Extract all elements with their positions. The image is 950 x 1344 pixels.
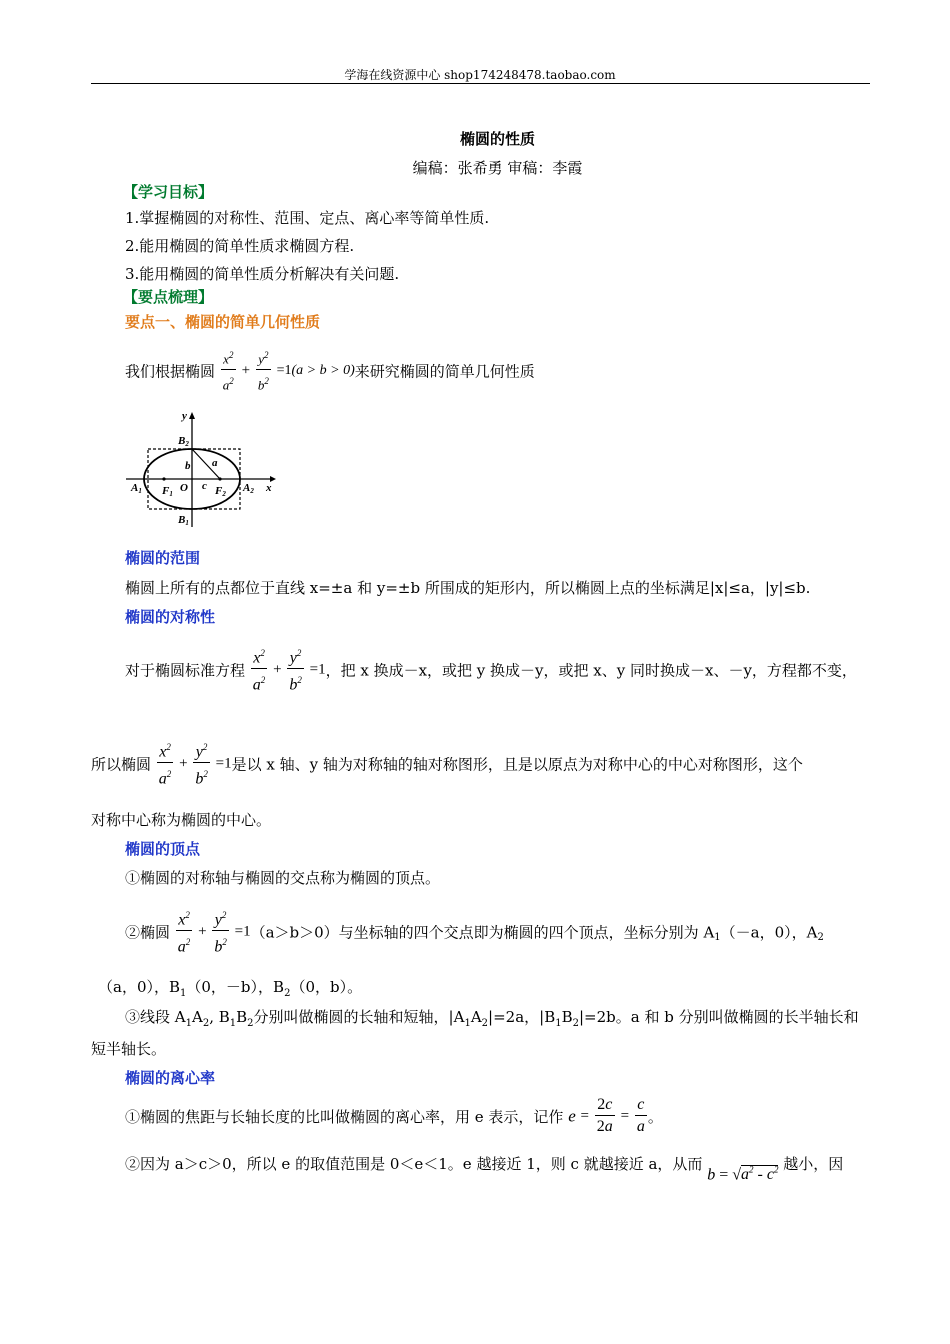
intro-text-before: 我们根据椭圆	[125, 362, 216, 381]
fraction-y2-b2: $\frac{y^2}{b^2}$	[212, 905, 229, 959]
focus-f2	[218, 477, 221, 480]
intro-line: 我们根据椭圆 $\frac{x^2}{a^2}$ + $\frac{y^2}{b^2}$ =1(a > b > 0)来研究椭圆的简单几何性质	[125, 345, 535, 397]
page-header: 学海在线资源中心 shop174248478.taobao.com	[344, 68, 616, 82]
fraction-x2-a2: $\frac{x^2}{a^2}$	[176, 905, 193, 959]
symmetry-line-2: 所以椭圆 $\frac{x^2}{a^2}$ + $\frac{y^2}{b^2}$ =1是以 x 轴、y 轴为对称轴的轴对称图形，且是以原点为对称中心的中心对称图形，这个	[91, 737, 803, 791]
eccentricity-item-1: ①椭圆的焦距与长轴长度的比叫做椭圆的离心率，用 e 表示，记作 e = $\frac{2c}{2a}$ = $\frac{c}{a}$ 。	[125, 1095, 663, 1138]
label-f2: F2	[215, 485, 226, 498]
label-b2: B2	[178, 435, 189, 448]
label-a1: A1	[131, 482, 142, 495]
focus-f1	[162, 477, 165, 480]
symmetry-text-before: 对于椭圆标准方程	[125, 661, 246, 680]
page-title: 椭圆的性质	[459, 130, 535, 148]
fraction-2c-2a: $\frac{2c}{2a}$	[596, 1096, 613, 1135]
symmetry-text-after: ，把 x 换成－x，或把 y 换成－y，或把 x、y 同时换成－x、－y，方程都不变，	[325, 661, 857, 680]
vertices-item-3-line-2: 短半轴长。	[91, 1040, 167, 1058]
label-y: y	[182, 410, 187, 422]
formula-b-sqrt: $b = √a^2 - c^2$	[707, 1164, 779, 1183]
condition: (a > b > 0)	[291, 362, 355, 378]
ellipse-diagram	[120, 405, 280, 530]
goals-heading: 【学习目标】	[123, 183, 214, 201]
fraction-x2-a2: $\frac{x^2}{a^2}$	[251, 643, 268, 697]
label-b: b	[185, 460, 191, 472]
vertices-item-3: ③线段 $A_1A_2$, $B_1B_2$分别叫做椭圆的长轴和短轴，$|A_1A_2|=2a$，$|B_1B_2|=2b$。a 和 b 分别叫做椭圆的长半轴长和	[125, 1008, 859, 1029]
vertices-item-1: ①椭圆的对称轴与椭圆的交点称为椭圆的顶点。	[125, 869, 441, 887]
goal-item-3: 3.能用椭圆的简单性质分析解决有关问题.	[125, 265, 400, 283]
label-x: x	[266, 482, 272, 494]
range-heading: 椭圆的范围	[125, 549, 201, 567]
label-a: a	[212, 457, 218, 469]
intro-text-after: 来研究椭圆的简单几何性质	[354, 362, 535, 381]
fraction-y2-b2: $\frac{y^2}{b^2}$	[193, 737, 210, 791]
label-b1: B1	[178, 514, 189, 527]
vertices-heading: 椭圆的顶点	[125, 840, 201, 858]
y-axis-arrow	[189, 412, 195, 419]
symmetry-text2-after: 是以 x 轴、y 轴为对称轴的轴对称图形，且是以原点为对称中心的中心对称图形，这个	[231, 755, 803, 774]
symmetry-line-3: 对称中心称为椭圆的中心。	[91, 811, 272, 829]
vertices-item-2-line-2: （a，0），$B_1(0$，－b），$B_2(0$，b）。	[98, 978, 363, 999]
fraction-y2-b2: $\frac{y^2}{b^2}$	[287, 643, 304, 697]
header-rule	[91, 83, 870, 84]
fraction-y2-b2: $\frac{y^2}{b^2}$	[256, 345, 271, 397]
label-a2: A2	[243, 482, 254, 495]
symmetry-text2-before: 所以椭圆	[91, 755, 152, 774]
goal-item-2: 2.能用椭圆的简单性质求椭圆方程.	[125, 237, 355, 255]
eccentricity-item-2: ②因为 a＞c＞0，所以 e 的取值范围是 0＜e＜1。e 越接近 1，则 c 就越接近 a，从而 $b = √a^2 - c^2$ 越小，因	[125, 1155, 844, 1183]
fraction-x2-a2: $\frac{x^2}{a^2}$	[221, 345, 236, 397]
point1-heading: 要点一、椭圆的简单几何性质	[125, 313, 321, 331]
authors-line: 编稿：张希勇 审稿：李霞	[412, 159, 583, 177]
symmetry-line-1: 对于椭圆标准方程 $\frac{x^2}{a^2}$ + $\frac{y^2}{b^2}$ =1，把 x 换成－x，或把 y 换成－y，或把 x、y 同时换成－x、－y，方程都不变，	[125, 643, 857, 697]
goal-item-1: 1.掌握椭圆的对称性、范围、定点、离心率等简单性质.	[125, 209, 490, 227]
fraction-x2-a2: $\frac{x^2}{a^2}$	[157, 737, 174, 791]
range-text: 椭圆上所有的点都位于直线 x=±a 和 y=±b 所围成的矩形内，所以椭圆上点的坐标满足|x|≤a，|y|≤b.	[125, 579, 811, 597]
label-f1: F1	[162, 485, 173, 498]
symmetry-heading: 椭圆的对称性	[125, 608, 216, 626]
label-o: O	[180, 482, 188, 494]
fraction-c-a: $\frac{c}{a}$	[636, 1096, 645, 1135]
summary-heading: 【要点梳理】	[123, 288, 214, 306]
vertices-item-2: ②椭圆 $\frac{x^2}{a^2}$ + $\frac{y^2}{b^2}$ =1（a＞b＞0）与坐标轴的四个交点即为椭圆的四个顶点，坐标分别为 $A_1(-a$，0），$A_2$	[125, 905, 824, 959]
label-c: c	[202, 480, 207, 492]
eccentricity-heading: 椭圆的离心率	[125, 1069, 216, 1087]
